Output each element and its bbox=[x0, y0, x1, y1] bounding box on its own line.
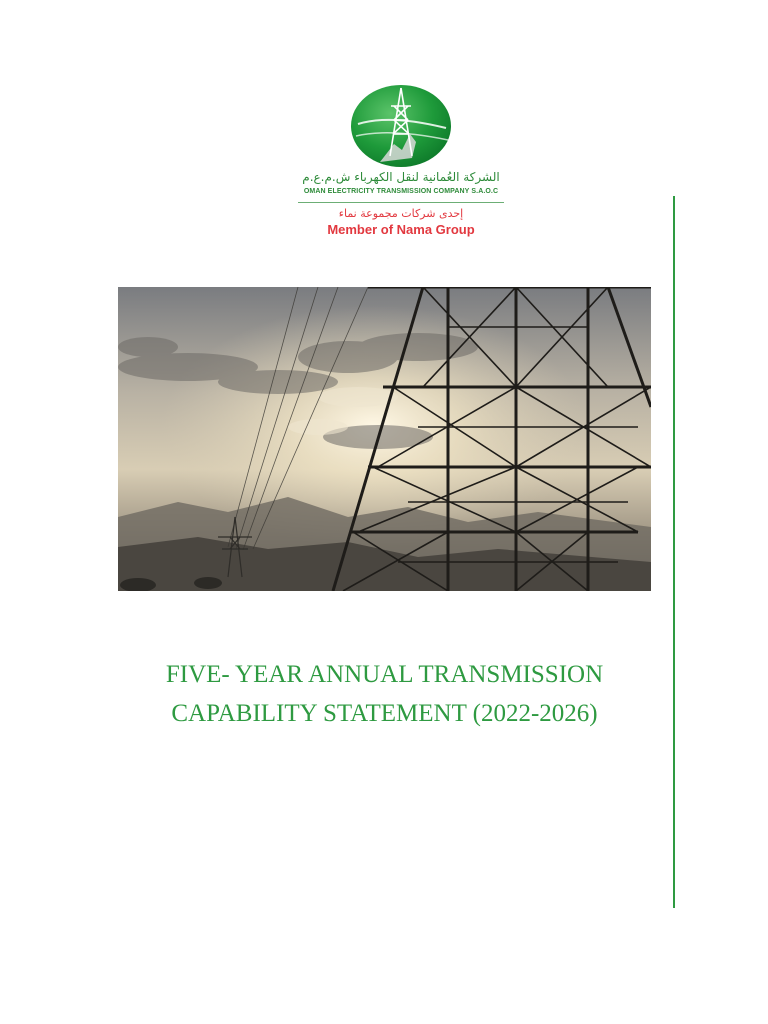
member-of-group-arabic: إحدى شركات مجموعة نماء bbox=[338, 207, 464, 220]
title-line-2: CAPABILITY STATEMENT (2022-2026) bbox=[171, 700, 598, 727]
transmission-tower-photo bbox=[118, 287, 651, 591]
logo-divider bbox=[298, 202, 504, 203]
company-logo-icon bbox=[350, 84, 452, 168]
company-name-english: OMAN ELECTRICITY TRANSMISSION COMPANY S.A.O.C bbox=[303, 188, 499, 195]
title-line-1: FIVE- YEAR ANNUAL TRANSMISSION bbox=[165, 661, 604, 688]
vertical-green-rule bbox=[673, 196, 675, 908]
company-name-arabic: الشركة العُمانية لنقل الكهرباء ش.م.ع.م bbox=[302, 170, 500, 184]
member-of-group-english: Member of Nama Group bbox=[327, 222, 475, 237]
document-title bbox=[118, 655, 651, 733]
